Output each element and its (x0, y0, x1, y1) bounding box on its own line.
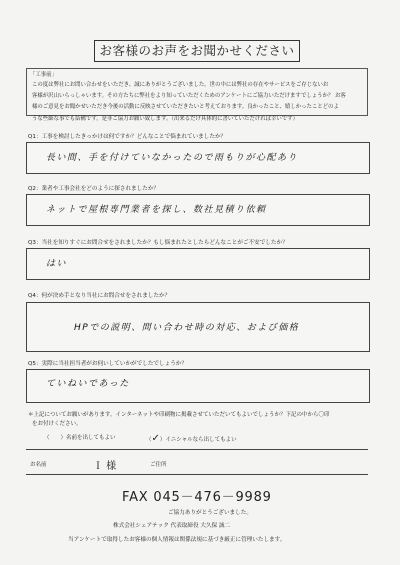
answer-2: ネットで屋根専門業者を探し、数社見積り依頼 (46, 205, 267, 215)
question-3: Q3：当社を知りすぐにお問合せをされましたか？もし悩まれたとしたらどんなことがご不安でしたか？ (28, 240, 288, 246)
question-5: Q5：実際に当社担当者がお伺いしていかがでしたでしょうか？ (28, 361, 187, 367)
question-2: Q2：業者や工事会社をどのように探されましたか？ (28, 186, 160, 192)
publish-request: ＊上記についてお願いがあります。インターネットや印刷物に掲載させていただいてもよいでしょうか？下記の中から〇印 (28, 412, 330, 418)
option-initial-label: イニシャルなら出してもよい (165, 437, 237, 443)
answer-1: 長い間、手を付けていなかったので雨もりが心配あり (46, 153, 299, 163)
intro-line: 客様が沢山いらっしゃいます。その方たちに弊社をより知っていただくためのアンケートにご協力いただけますでしょうか？ お客 (32, 93, 346, 100)
form-title: お客様のお声をお聞かせください (94, 40, 300, 62)
option-initial-ok[interactable]: （✓）イニシャルなら出してもよい (146, 433, 237, 444)
intro-label: 「工事前」 (30, 72, 57, 78)
publish-request-cont: をお付けください。 (32, 421, 82, 427)
answer-3: はい (46, 259, 68, 269)
name-label: お名前 (30, 462, 47, 468)
answer-5: ていねいであった (46, 379, 130, 389)
option-name-ok[interactable]: （ ）名前を出してもよい (44, 435, 116, 441)
company-line: 株式会社シェアテック 代表取締役 大久保 誠二 (113, 523, 231, 529)
question-1: Q1：工事を検討したきっかけは何ですか？どんなことで悩まれていましたか？ (28, 134, 227, 140)
intro-line: うな些細な事でも結構です。是非ご協力お願い致します。（出来るだけ具体的に書いていただければ幸いです） (32, 115, 298, 122)
divider (26, 449, 368, 450)
check-mark-icon: ✓ (151, 433, 160, 444)
name-value: Ｉ 様 (93, 461, 117, 472)
intro-text (32, 80, 360, 125)
question-4: Q4：何が決め手となり当社にお問合せをされましたか？ (28, 293, 171, 299)
intro-line: この度は弊社にお問い合わせをいただき、誠にありがとうございました。世の中には弊社の存在やサービスをご存じないお (32, 82, 329, 88)
privacy-notice: 当アンケートで取得したお客様の個人情報は関係法規に基づき厳正に管理いたします。 (68, 537, 286, 543)
thanks-text: ご協力ありがとうございました。 (168, 510, 252, 516)
answer-4: HPでの説明、問い合わせ時の対応、および価格 (74, 323, 300, 333)
answer-box-3[interactable] (26, 248, 370, 280)
fax-number: FAX 045－476－9989 (122, 490, 272, 505)
address-label: ご住所 (150, 462, 167, 468)
divider (26, 474, 368, 475)
intro-line: 様のご意見をお聞かせいただき今後の活動に反映させていただきたいと考えております。良かったこと、嬉しかったことどのよ (32, 104, 339, 111)
